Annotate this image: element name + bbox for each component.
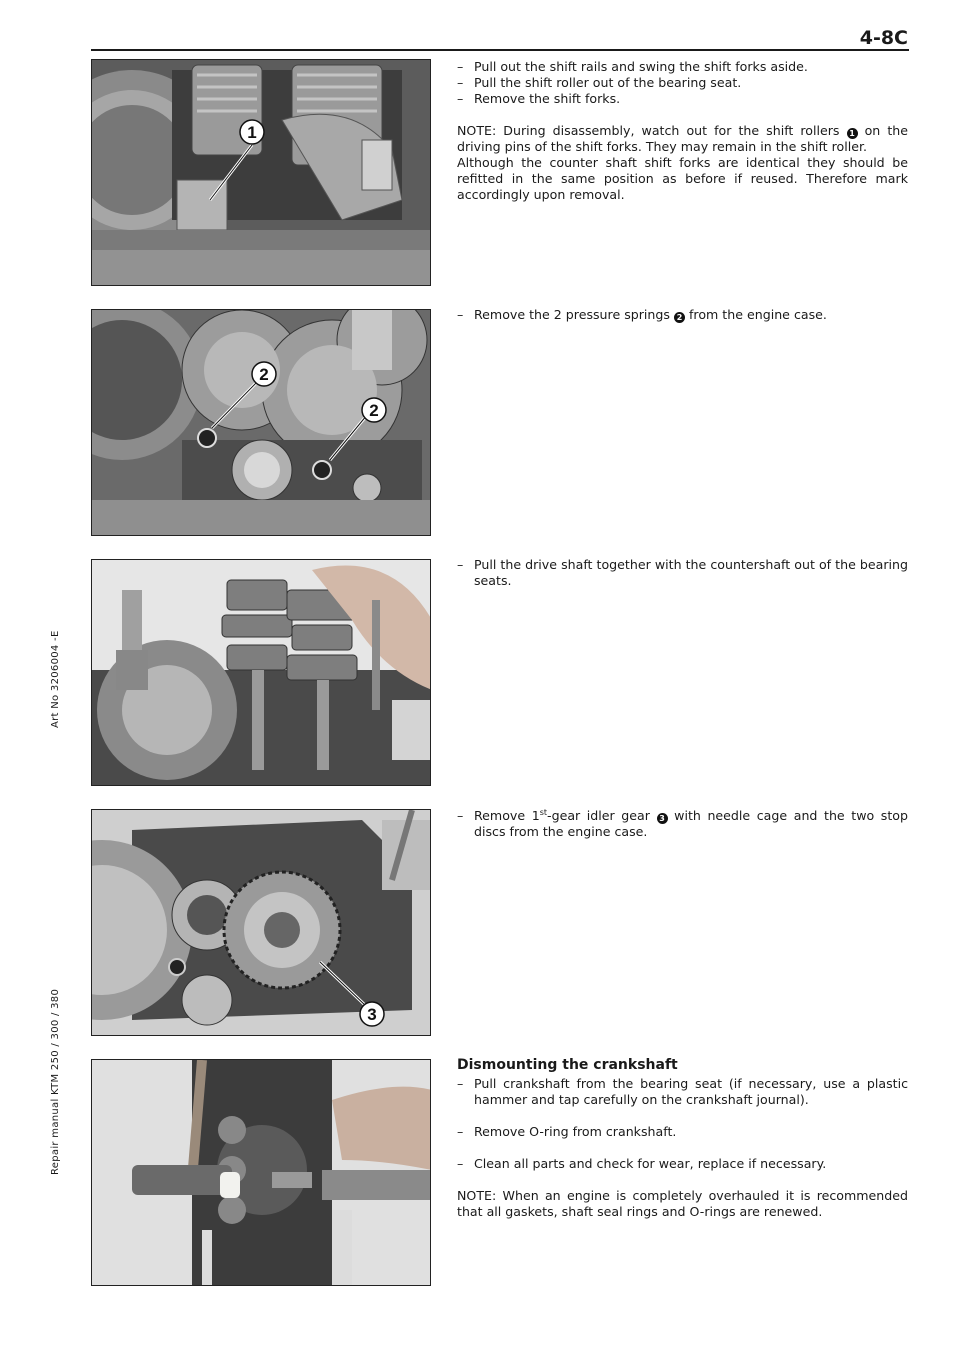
page-number: 4-8C	[859, 27, 908, 49]
photo-drive-shaft	[91, 559, 431, 786]
photo-crankshaft	[91, 1059, 431, 1286]
bullet-item: – Pull the drive shaft together with the countershaft out of the bearing seats.	[457, 557, 908, 588]
section-crankshaft	[457, 1056, 908, 1220]
callout-1: 1	[247, 123, 257, 142]
photo-shift-forks	[91, 59, 431, 286]
note-shift-forks: Although the counter shaft shift forks are identical they should be refitted in the same position as before if reused. Therefore mark accordingly upon removal.	[457, 155, 908, 202]
art-number: Art No 3206004 -E	[50, 630, 61, 728]
bullet-item: – Remove the shift forks.	[457, 91, 621, 106]
bullet-item: – Remove the 2 pressure springs 2 from the engine case.	[457, 307, 827, 322]
note-overhaul: NOTE: When an engine is completely overhauled it is recommended that all gaskets, shaft seal rings and O-rings are renewed.	[457, 1188, 908, 1219]
photo-idler-gear	[91, 809, 431, 1036]
bullet-item: – Pull out the shift rails and swing the shift forks aside.	[457, 59, 808, 74]
header-rule	[91, 49, 909, 51]
callout-2a: 2	[259, 365, 269, 384]
photo-pressure-springs	[91, 309, 431, 536]
marker-2: 2	[674, 312, 685, 323]
section-drive-shaft	[457, 557, 908, 589]
bullet-item: – Pull the shift roller out of the bearing seat.	[457, 75, 742, 90]
callout-3: 3	[367, 1005, 377, 1024]
section-pressure-springs	[457, 307, 908, 323]
section-idler-gear	[457, 808, 908, 840]
bullet-item: – Remove 1st-gear idler gear 3 with needle cage and the two stop discs from the engine case.	[457, 807, 908, 839]
marker-1: 1	[847, 128, 858, 139]
bullet-item: – Clean all parts and check for wear, replace if necessary.	[457, 1156, 827, 1171]
bullet-item: – Remove O-ring from crankshaft.	[457, 1124, 677, 1139]
callout-2b: 2	[369, 401, 379, 420]
marker-3: 3	[657, 813, 668, 824]
section-shift-forks	[457, 59, 908, 203]
section-heading: Dismounting the crankshaft	[457, 1057, 678, 1073]
manual-title: Repair manual KTM 250 / 300 / 380	[50, 988, 61, 1175]
note-shift-rollers: NOTE: During disassembly, watch out for the shift rollers 1 on the driving pins of the shift forks. They may remain in the shift roller.	[457, 123, 908, 154]
bullet-item: – Pull crankshaft from the bearing seat (if necessary, use a plastic hammer and tap carefully on the crankshaft journal).	[457, 1076, 908, 1107]
